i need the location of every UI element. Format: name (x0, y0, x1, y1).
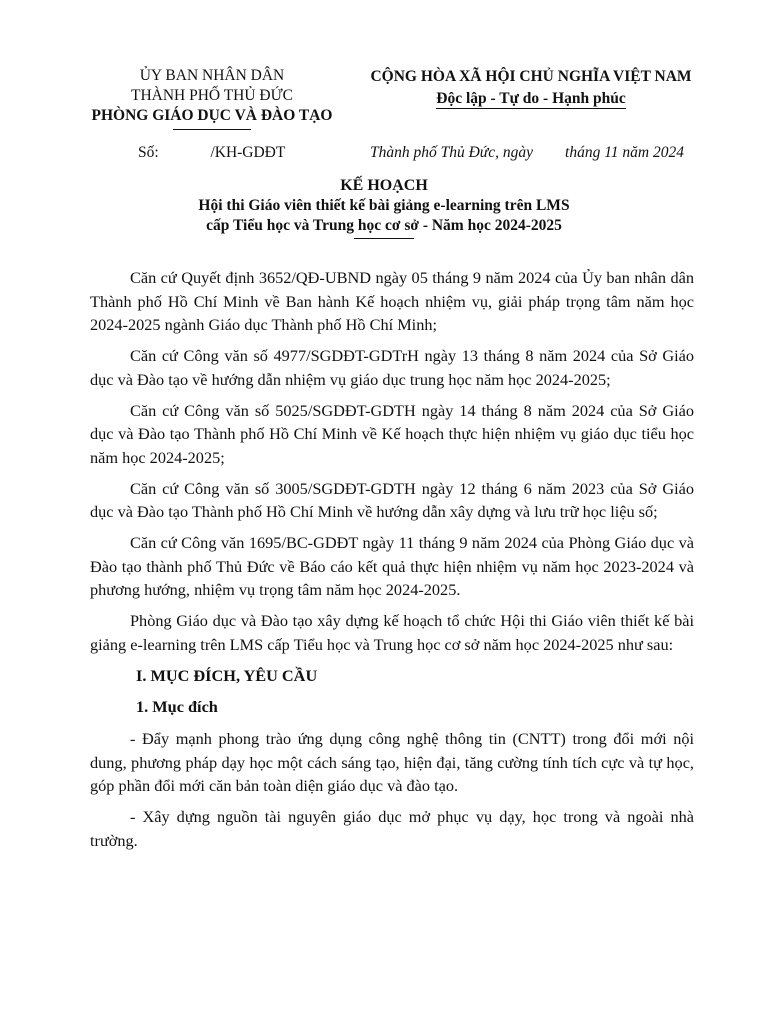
document-title-block (60, 176, 708, 239)
document-date-month-year: tháng 11 năm 2024 (565, 144, 685, 161)
paragraph-purpose-1: - Đẩy mạnh phong trào ứng dụng công nghệ thông tin (CNTT) trong đổi mới nội dung, phương pháp dạy học một cách sáng tạo, hiện đại, tăng cường tính tích cực và tự học, góp phần đổi mới căn bản toàn diện giáo dục và đào tạo. (90, 728, 694, 796)
document-number-label: Số: (138, 144, 159, 161)
document-body (90, 266, 694, 859)
agency-line-2: THÀNH PHỐ THỦ ĐỨC (130, 87, 293, 104)
national-title: CỘNG HÒA XÃ HỘI CHỦ NGHĨA VIỆT NAM (370, 68, 692, 85)
subsection-heading-1: 1. Mục đích (136, 697, 218, 717)
document-subtitle-line-1: Hội thi Giáo viên thiết kế bài giảng e-learning trên LMS (198, 197, 570, 214)
agency-line-3: PHÒNG GIÁO DỤC VÀ ĐÀO TẠO (91, 107, 333, 124)
agency-underline (173, 129, 251, 130)
document-date-place: Thành phố Thủ Đức, ngày (370, 144, 534, 161)
national-motto: Độc lập - Tự do - Hạnh phúc (436, 90, 626, 107)
document-date (370, 143, 684, 163)
paragraph-legal-basis-3: Căn cứ Công văn số 5025/SGDĐT-GDTH ngày 14 tháng 8 năm 2024 của Sở Giáo dục và Đào tạo Thành phố Hồ Chí Minh về Kế hoạch thực hiện nhiệm vụ giáo dục tiểu học năm học 2024-2025; (90, 400, 694, 467)
paragraph-purpose-2: - Xây dựng nguồn tài nguyên giáo dục mở phục vụ dạy, học trong và ngoài nhà trường. (90, 807, 694, 850)
agency-line-1: ỦY BAN NHÂN DÂN (139, 67, 285, 84)
paragraph-legal-basis-4: Căn cứ Công văn số 3005/SGDĐT-GDTH ngày 12 tháng 6 năm 2023 của Sở Giáo dục và Đào tạo Thành phố Hồ Chí Minh về hướng dẫn xây dựng và lưu trữ học liệu số; (90, 478, 694, 522)
title-underline (354, 238, 414, 239)
document-number (138, 143, 285, 163)
paragraph-legal-basis-5: Căn cứ Công văn 1695/BC-GDĐT ngày 11 tháng 9 năm 2024 của Phòng Giáo dục và Đào tạo thành phố Thủ Đức về Báo cáo kết quả thực hiện nhiệm vụ năm học 2023-2024 và phương hướng, nhiệm vụ trọng tâm năm học 2024-2025. (90, 533, 694, 600)
issuing-agency-block (80, 66, 344, 130)
paragraph-legal-basis-2: Căn cứ Công văn số 4977/SGDĐT-GDTrH ngày 13 tháng 8 năm 2024 của Sở Giáo dục và Đào tạo về hướng dẫn nhiệm vụ giáo dục trung học năm học 2024-2025; (90, 346, 694, 389)
national-header-block (356, 66, 706, 110)
paragraph-introduction: Phòng Giáo dục và Đào tạo xây dựng kế hoạch tổ chức Hội thi Giáo viên thiết kế bài giảng e-learning trên LMS cấp Tiểu học và Trung học cơ sở năm học 2024-2025 như sau: (90, 611, 694, 654)
document-number-code: /KH-GDĐT (210, 144, 286, 161)
document-title: KẾ HOẠCH (340, 177, 428, 194)
section-heading-1: I. MỤC ĐÍCH, YÊU CẦU (136, 665, 318, 685)
document-subtitle-line-2: cấp Tiểu học và Trung học cơ sở - Năm học 2024-2025 (206, 217, 562, 234)
paragraph-legal-basis-1: Căn cứ Quyết định 3652/QĐ-UBND ngày 05 tháng 9 năm 2024 của Ủy ban nhân dân Thành phố Hồ Chí Minh về Ban hành Kế hoạch nhiệm vụ, giải pháp trọng tâm năm học 2024-2025 ngành Giáo dục Thành phố Hồ Chí Minh; (90, 268, 694, 335)
